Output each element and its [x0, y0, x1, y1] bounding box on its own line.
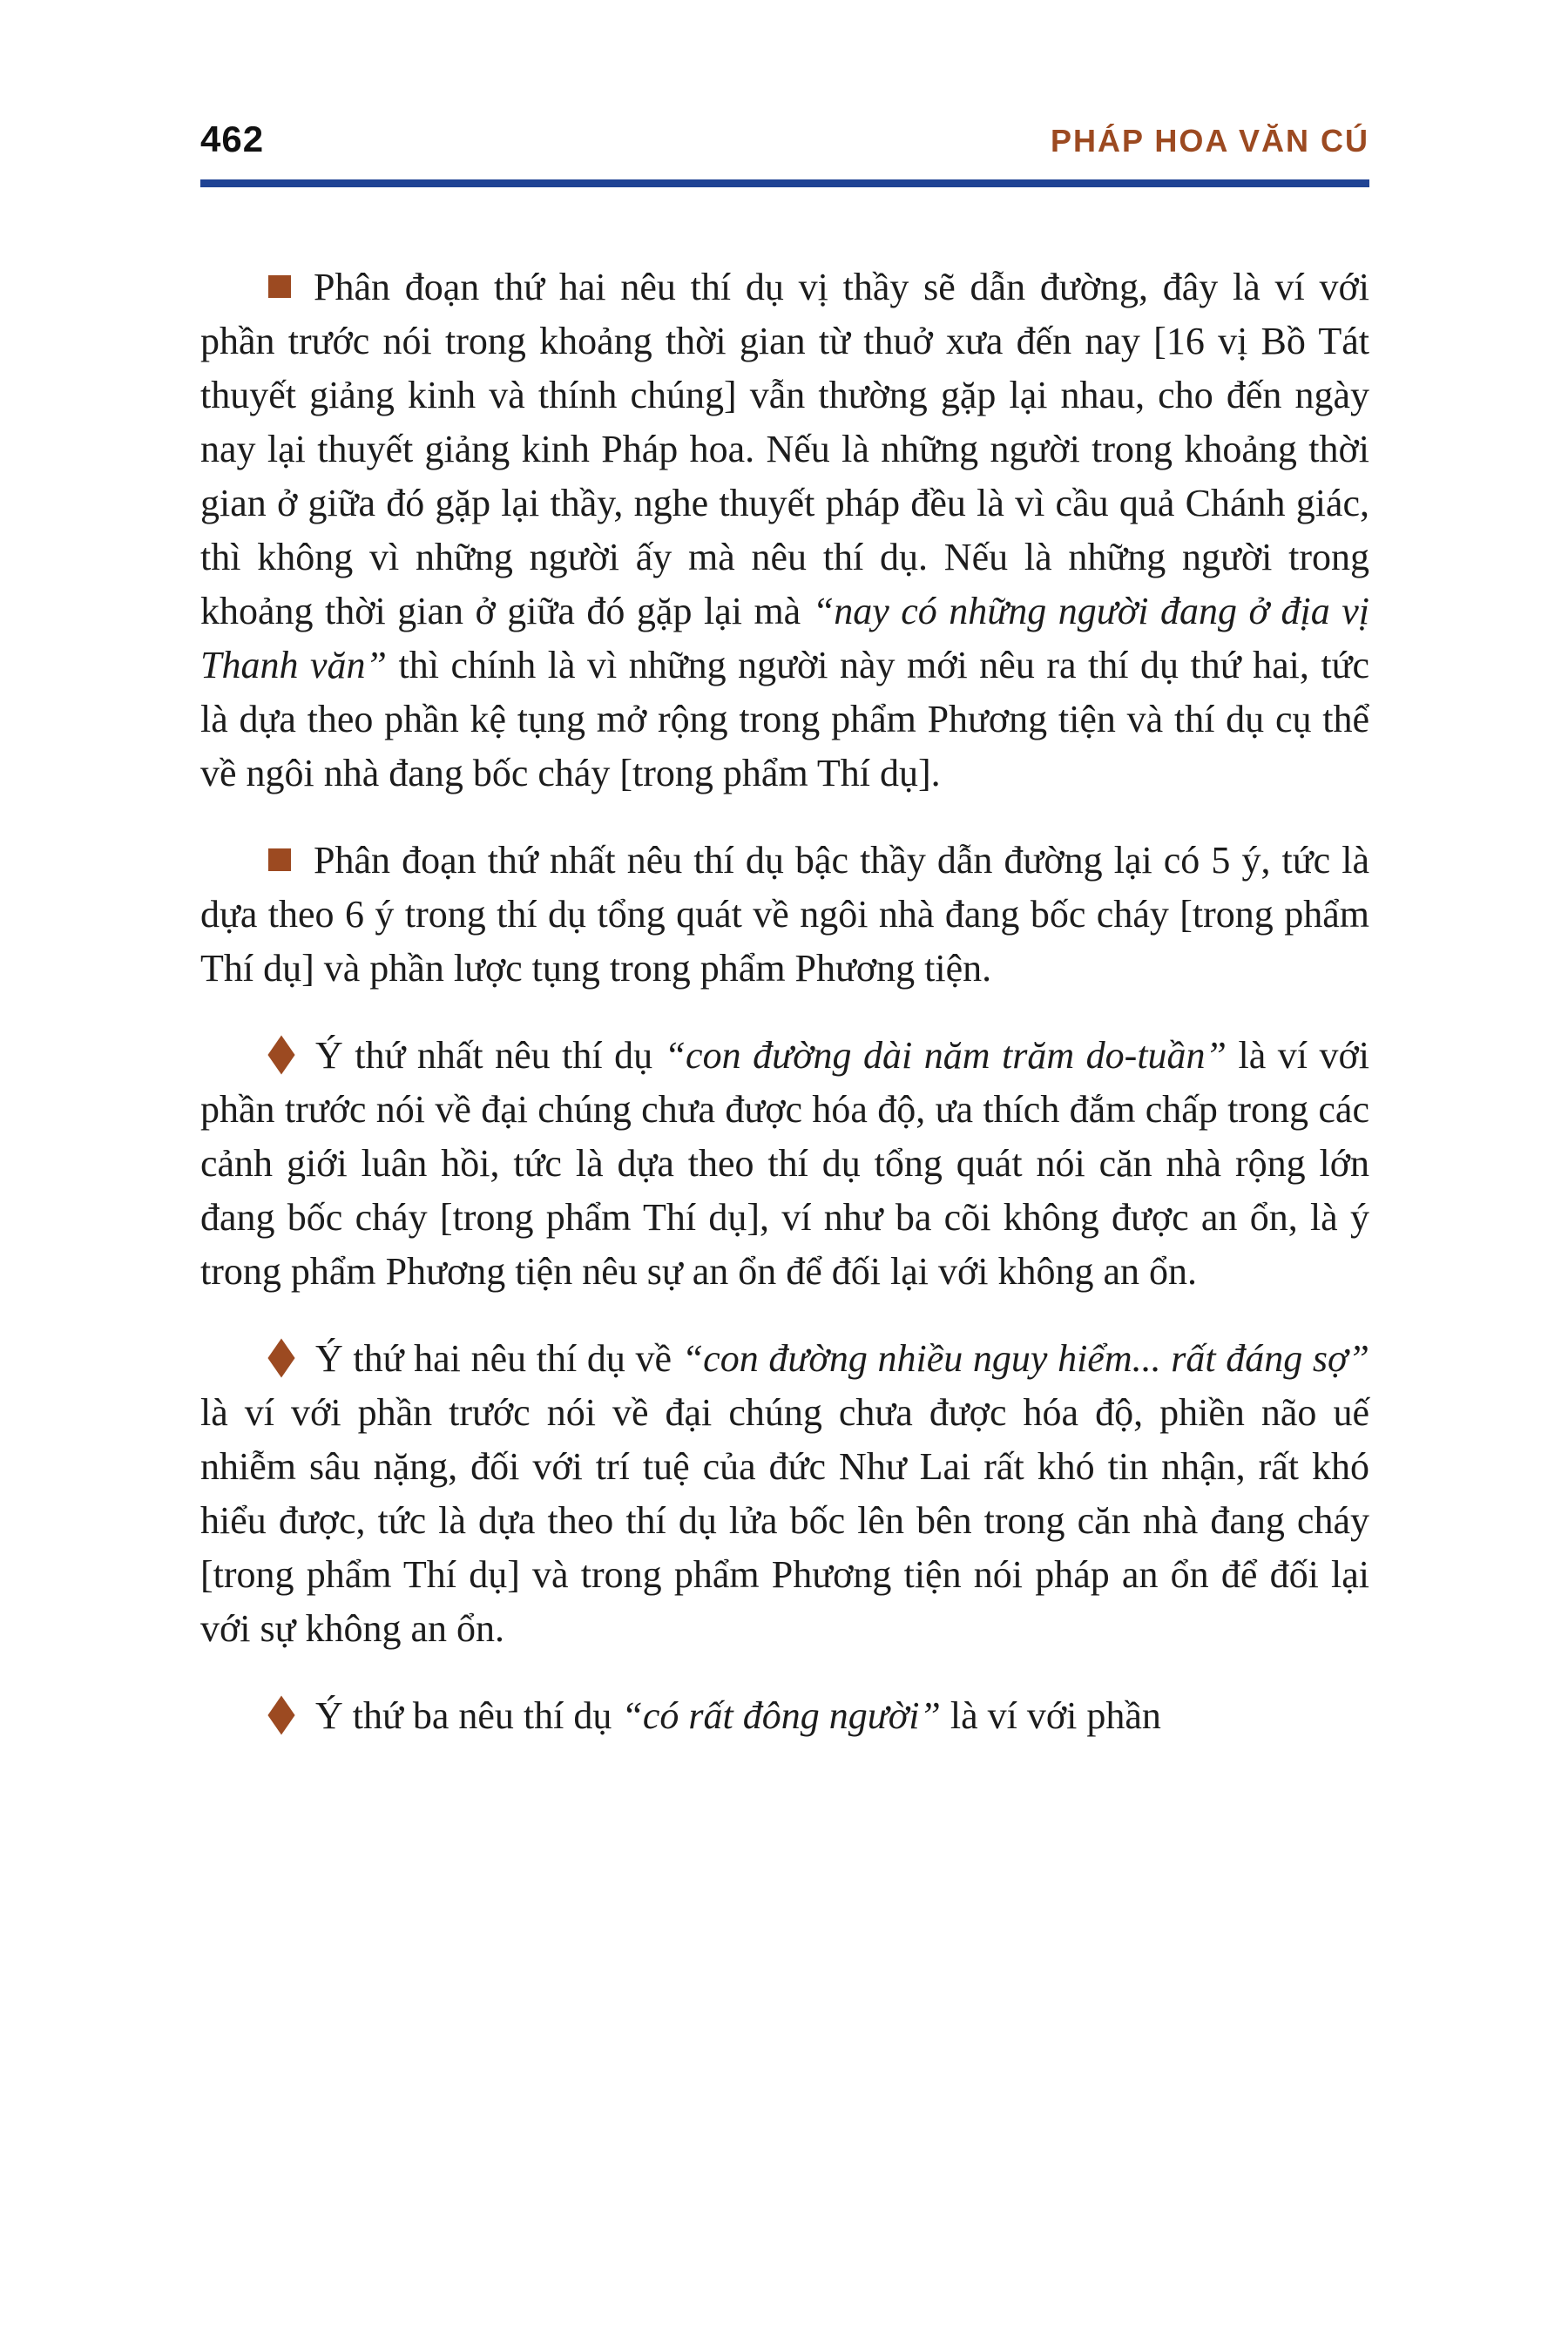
paragraph-2: [200, 834, 1369, 996]
body-text: Ý thứ nhất nêu thí dụ: [315, 1034, 665, 1077]
header-rule: [200, 179, 1369, 187]
body-paragraphs: [200, 260, 1369, 1743]
body-text: là ví với phần: [940, 1694, 1161, 1737]
diamond-bullet-icon: [267, 1338, 294, 1377]
body-text: Ý thứ ba nêu thí dụ: [315, 1694, 622, 1737]
square-bullet-icon: [268, 848, 291, 871]
body-text: Phân đoạn thứ nhất nêu thí dụ bậc thầy dẫn đường lại có 5 ý, tức là dựa theo 6 ý trong thí dụ tổng quát về ngôi nhà đang bốc cháy [trong phẩm Thí dụ] và phần lược tụng trong phẩm Phương tiện.: [200, 839, 1369, 990]
quoted-italic-text: “con đường dài năm trăm do-tuần”: [664, 1034, 1227, 1077]
paragraph-5: [200, 1689, 1369, 1743]
page-number: 462: [200, 118, 265, 159]
diamond-bullet-icon: [267, 1035, 294, 1074]
running-header-title: PHÁP HOA VĂN CÚ: [1050, 123, 1369, 159]
body-text: Ý thứ hai nêu thí dụ về: [315, 1337, 682, 1380]
page-header: [200, 118, 1369, 160]
body-text: là ví với phần trước nói về đại chúng chưa được hóa độ, ưa thích đắm chấp trong các cảnh giới luân hồi, tức là dựa theo thí dụ tổng quát nói căn nhà rộng lớn đang bốc cháy [trong phẩm Thí dụ], ví như ba cõi không được an ổn, là ý trong phẩm Phương tiện nêu sự an ổn để đối lại với không an ổn.: [200, 1034, 1369, 1293]
paragraph-1: [200, 260, 1369, 801]
body-text: thì chính là vì những người này mới nêu ra thí dụ thứ hai, tức là dựa theo phần kệ tụng mở rộng trong phẩm Phương tiện và thí dụ cụ thể về ngôi nhà đang bốc cháy [trong phẩm Thí dụ].: [200, 644, 1369, 794]
square-bullet-icon: [268, 275, 291, 298]
paragraph-4: [200, 1332, 1369, 1656]
page-content: [200, 118, 1369, 1743]
body-text: Phân đoạn thứ hai nêu thí dụ vị thầy sẽ dẫn đường, đây là ví với phần trước nói trong khoảng thời gian từ thuở xưa đến nay [16 vị Bồ Tát thuyết giảng kinh và thính chúng] vẫn thường gặp lại nhau, cho đến ngày nay lại thuyết giảng kinh Pháp hoa. Nếu là những người trong khoảng thời gian ở giữa đó gặp lại thầy, nghe thuyết pháp đều là vì cầu quả Chánh giác, thì không vì những người ấy mà nêu thí dụ. Nếu là những người trong khoảng thời gian ở giữa đó gặp lại mà: [200, 266, 1369, 632]
diamond-bullet-icon: [267, 1695, 294, 1734]
quoted-italic-text: “nay có những người đang ở địa vị Thanh văn”: [200, 590, 1369, 686]
paragraph-3: [200, 1029, 1369, 1299]
body-text: là ví với phần trước nói về đại chúng chưa được hóa độ, phiền não uế nhiễm sâu nặng, đối với trí tuệ của đức Như Lai rất khó tin nhận, rất khó hiểu được, tức là dựa theo thí dụ lửa bốc lên bên trong căn nhà đang cháy [trong phẩm Thí dụ] và trong phẩm Phương tiện nói pháp an ổn để đối lại với sự không an ổn.: [200, 1391, 1369, 1650]
quoted-italic-text: “con đường nhiều nguy hiểm... rất đáng sợ”: [681, 1337, 1370, 1380]
quoted-italic-text: “có rất đông người”: [621, 1694, 941, 1737]
